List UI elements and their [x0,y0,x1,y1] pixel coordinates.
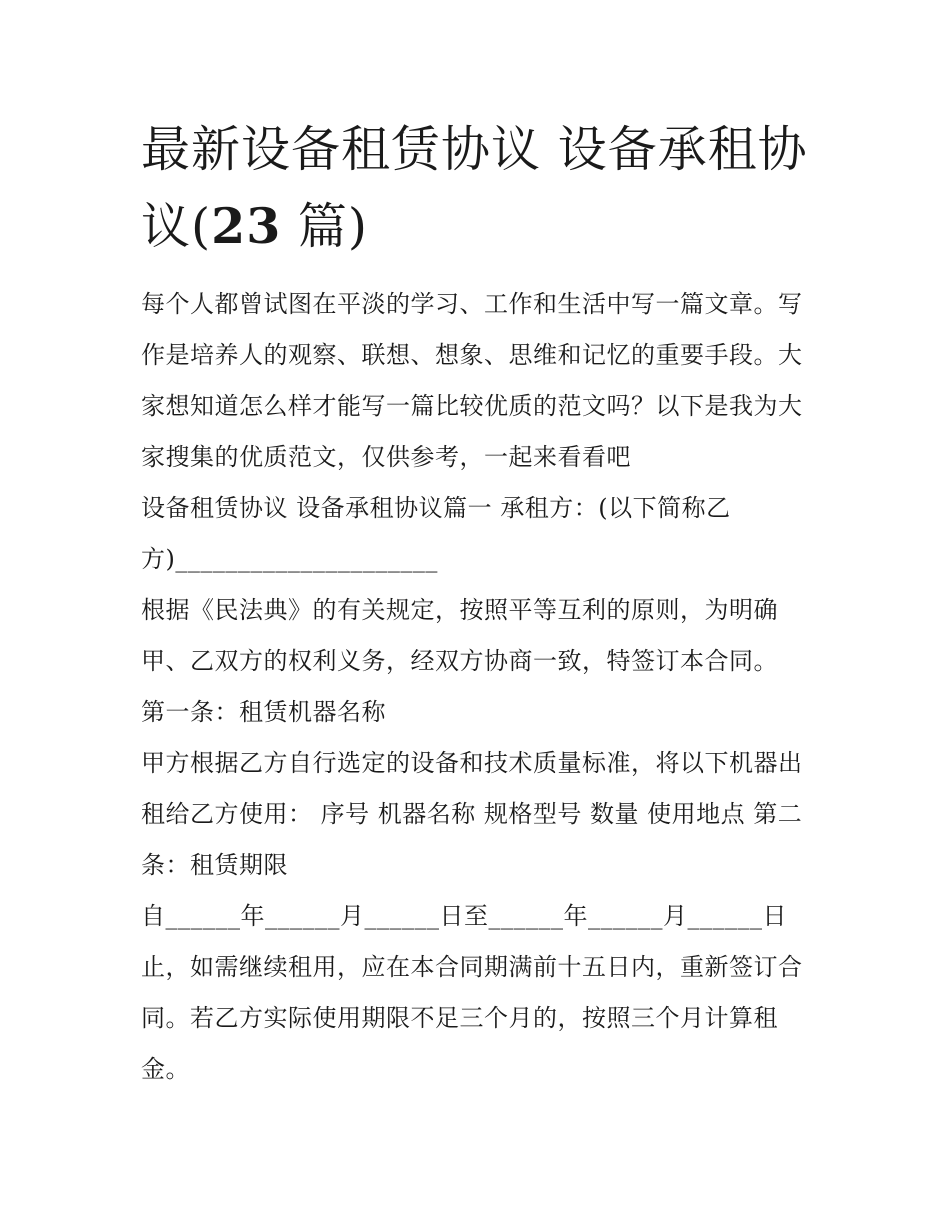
title-line-1: 最新设备租赁协议 设备承租协 [141,121,808,178]
intro-paragraph: 每个人都曾试图在平淡的学习、工作和生活中写一篇文章。写作是培养人的观察、联想、想象、思维和记忆的重要手段。大家想知道怎么样才能写一篇比较优质的范文吗？以下是我为大家搜集的优质范文，仅供参考，一起来看看吧 [141,290,803,471]
lessee-paragraph: 设备租赁协议 设备承租协议篇一 承租方：(以下简称乙方)_____________________ [141,494,731,573]
document-page [141,112,813,1095]
title-count: 23 [211,197,282,255]
machine-lease-paragraph: 甲方根据乙方自行选定的设备和技术质量标准，将以下机器出租给乙方使用： 序号 机器名称 规格型号 数量 使用地点 第二条：租赁期限 [141,749,803,879]
article-one-heading: 第一条：租赁机器名称 [141,698,386,726]
legal-basis-paragraph: 根据《民法典》的有关规定，按照平等互利的原则，为明确甲、乙双方的权利义务，经双方协商一致，特签订本合同。 [141,596,778,675]
title-line-2-prefix: 议( [141,198,212,255]
document-title [141,112,813,265]
title-line-2-suffix: 篇) [281,198,369,255]
lease-term-paragraph: 自______年______月______日至______年______月______日止，如需继续租用，应在本合同期满前十五日内，重新签订合同。若乙方实际使用期限不足三个月的，按照三个月计算租金。 [141,902,803,1083]
